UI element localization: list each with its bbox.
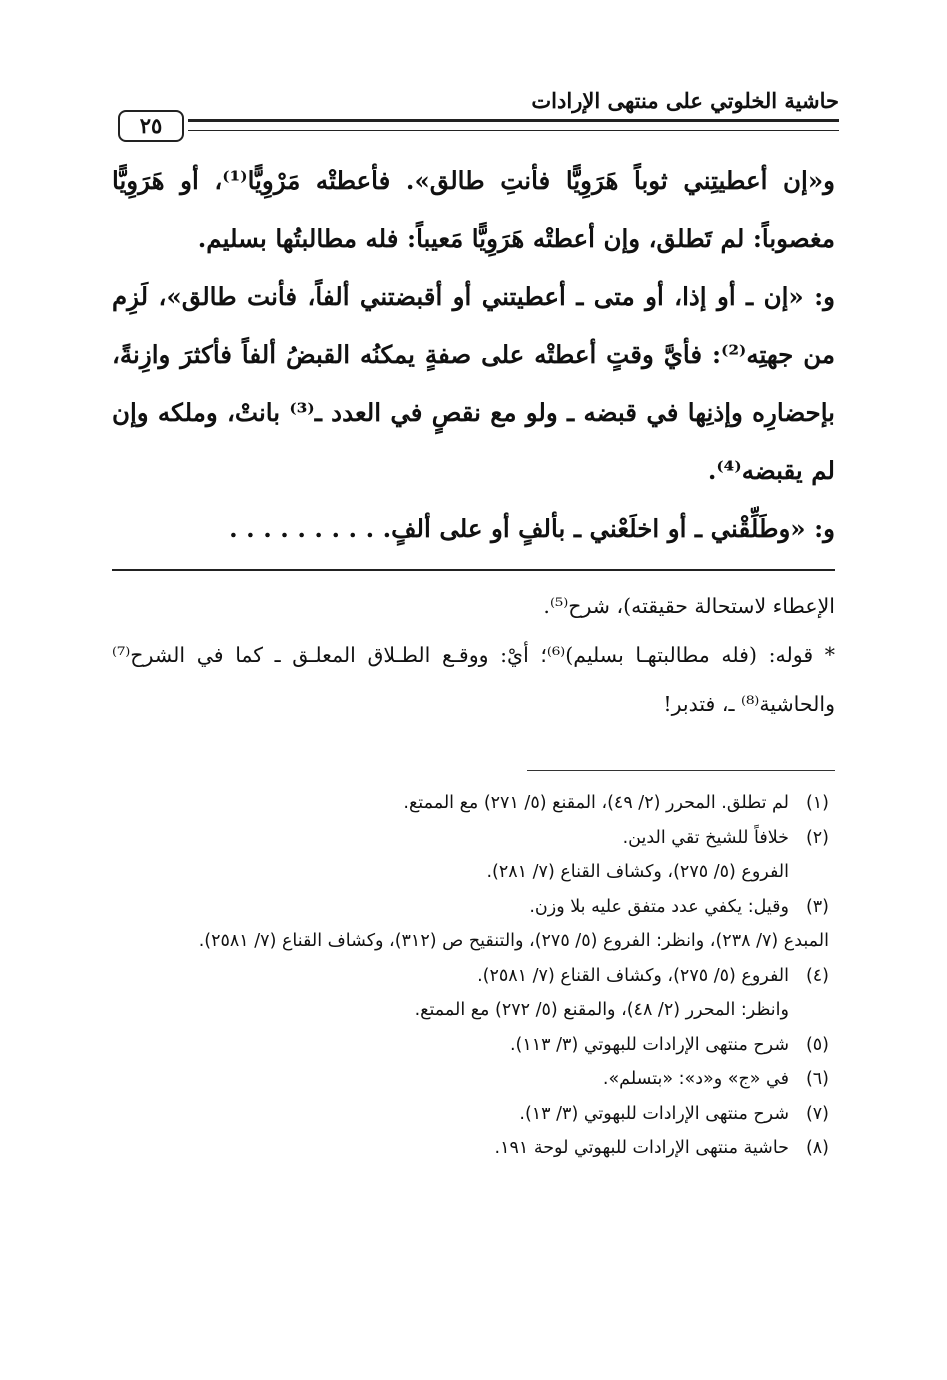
- footnote-text: شرح منتهى الإرادات للبهوتي (٣/ ١٣).: [519, 1103, 789, 1124]
- footnote-3-continuation: المبدع (٧/ ٢٣٨)، وانظر: الفروع (٥/ ٢٧٥)، والتنقيح ص (٣١٢)، وكشاف القناع (٧/ ٢٥٨١).: [198, 931, 829, 951]
- footnote-number: (٤): [805, 965, 829, 986]
- footnote-number: (٥): [805, 1034, 829, 1055]
- footnote-text: شرح منتهى الإرادات للبهوتي (٣/ ١١٣).: [509, 1034, 789, 1055]
- footnote-text: حاشية منتهى الإرادات للبهوتي لوحة ١٩١.: [494, 1138, 789, 1158]
- footnote-number: (١): [805, 793, 829, 813]
- footnote-1: [112, 786, 829, 821]
- main-paragraph-2: و: «إن ـ أو إذا، أو متى ـ أعطيتني أو أقبضتني ألفاً، فأنت طالق»، لَزِم من جهتِه⁽²⁾: فأيَّ وقتٍ أعطتْه على صفةٍ يمكنُه القبضُ ألفاً فأكثرَ وازِنةً، بإحضارِه وإذنِها في قبضه ـ ولو مع نقصٍ في العدد ـ⁽³⁾ بانتْ، وملكه وإن لم يقبضه⁽⁴⁾.: [112, 282, 835, 485]
- main-text: [112, 152, 835, 558]
- footnotes: [112, 786, 829, 1166]
- page-number: ٢٥: [118, 110, 184, 142]
- footnote-text: وقيل: يكفي عدد متفق عليه بلا وزن.: [529, 896, 789, 917]
- footnote-4: [112, 959, 829, 994]
- footnote-number: (٣): [805, 896, 829, 917]
- footnote-text: لم تطلق. المحرر (٢/ ٤٩)، المقنع (٥/ ٢٧١) مع الممتع.: [403, 793, 789, 813]
- commentary: [112, 582, 835, 729]
- footnote-text: الفروع (٥/ ٢٧٥)، وكشاف القناع (٧/ ٢٥٨١).: [477, 965, 789, 986]
- running-title: حاشية الخلوتي على منتهى الإرادات: [531, 88, 839, 113]
- main-paragraph-1: و«إن أعطيتِني ثوباً هَرَوِيًّا فأنتِ طالق». فأعطتْه مَرْوِيًّا⁽¹⁾، أو هَرَوِيًّا مغصوباً: لم تَطلق، وإن أعطتْه هَرَوِيًّا مَعيباً: فله مطالبتُها بسليم.: [112, 166, 835, 253]
- footnote-text: خلافاً للشيخ تقي الدين.: [622, 827, 789, 848]
- commentary-line-2: * قوله: (فله مطالبتهـا بسليم)⁽⁶⁾؛ أيْ: ووقـع الطـلاق المعلـق ـ كما في الشرح⁽⁷⁾ والحاشية⁽⁸⁾ ـ، فتدبر!: [112, 643, 835, 716]
- header-double-rule: [188, 119, 839, 131]
- footnote-number: (٨): [805, 1138, 829, 1158]
- footnote-number: (٦): [805, 1069, 829, 1089]
- footnote-6: [112, 1062, 829, 1097]
- footnote-5: [112, 1028, 829, 1063]
- footnote-text: في «ج» و«د»: «بتسلم».: [602, 1069, 789, 1089]
- footnote-separator-rule: [527, 770, 835, 771]
- footnote-8: [112, 1131, 829, 1166]
- main-separator-rule: [112, 569, 835, 571]
- footnote-3: [112, 890, 829, 925]
- footnote-number: (٧): [805, 1103, 829, 1124]
- footnote-2: [112, 821, 829, 856]
- footnote-2-continuation: الفروع (٥/ ٢٧٥)، وكشاف القناع (٧/ ٢٨١).: [486, 862, 789, 882]
- commentary-line-1: الإعطاء لاستحالة حقيقته)، شرح⁽⁵⁾.: [543, 594, 835, 618]
- footnote-number: (٢): [805, 827, 829, 848]
- footnote-4-continuation: وانظر: المحرر (٢/ ٤٨)، والمقنع (٥/ ٢٧٢) مع الممتع.: [414, 1000, 789, 1020]
- main-paragraph-3: و: «وطَلِّقْني ـ أو اخلَعْني ـ بألفٍ أو على ألفٍ. . . . . . . . . .: [229, 514, 835, 543]
- footnote-7: [112, 1097, 829, 1132]
